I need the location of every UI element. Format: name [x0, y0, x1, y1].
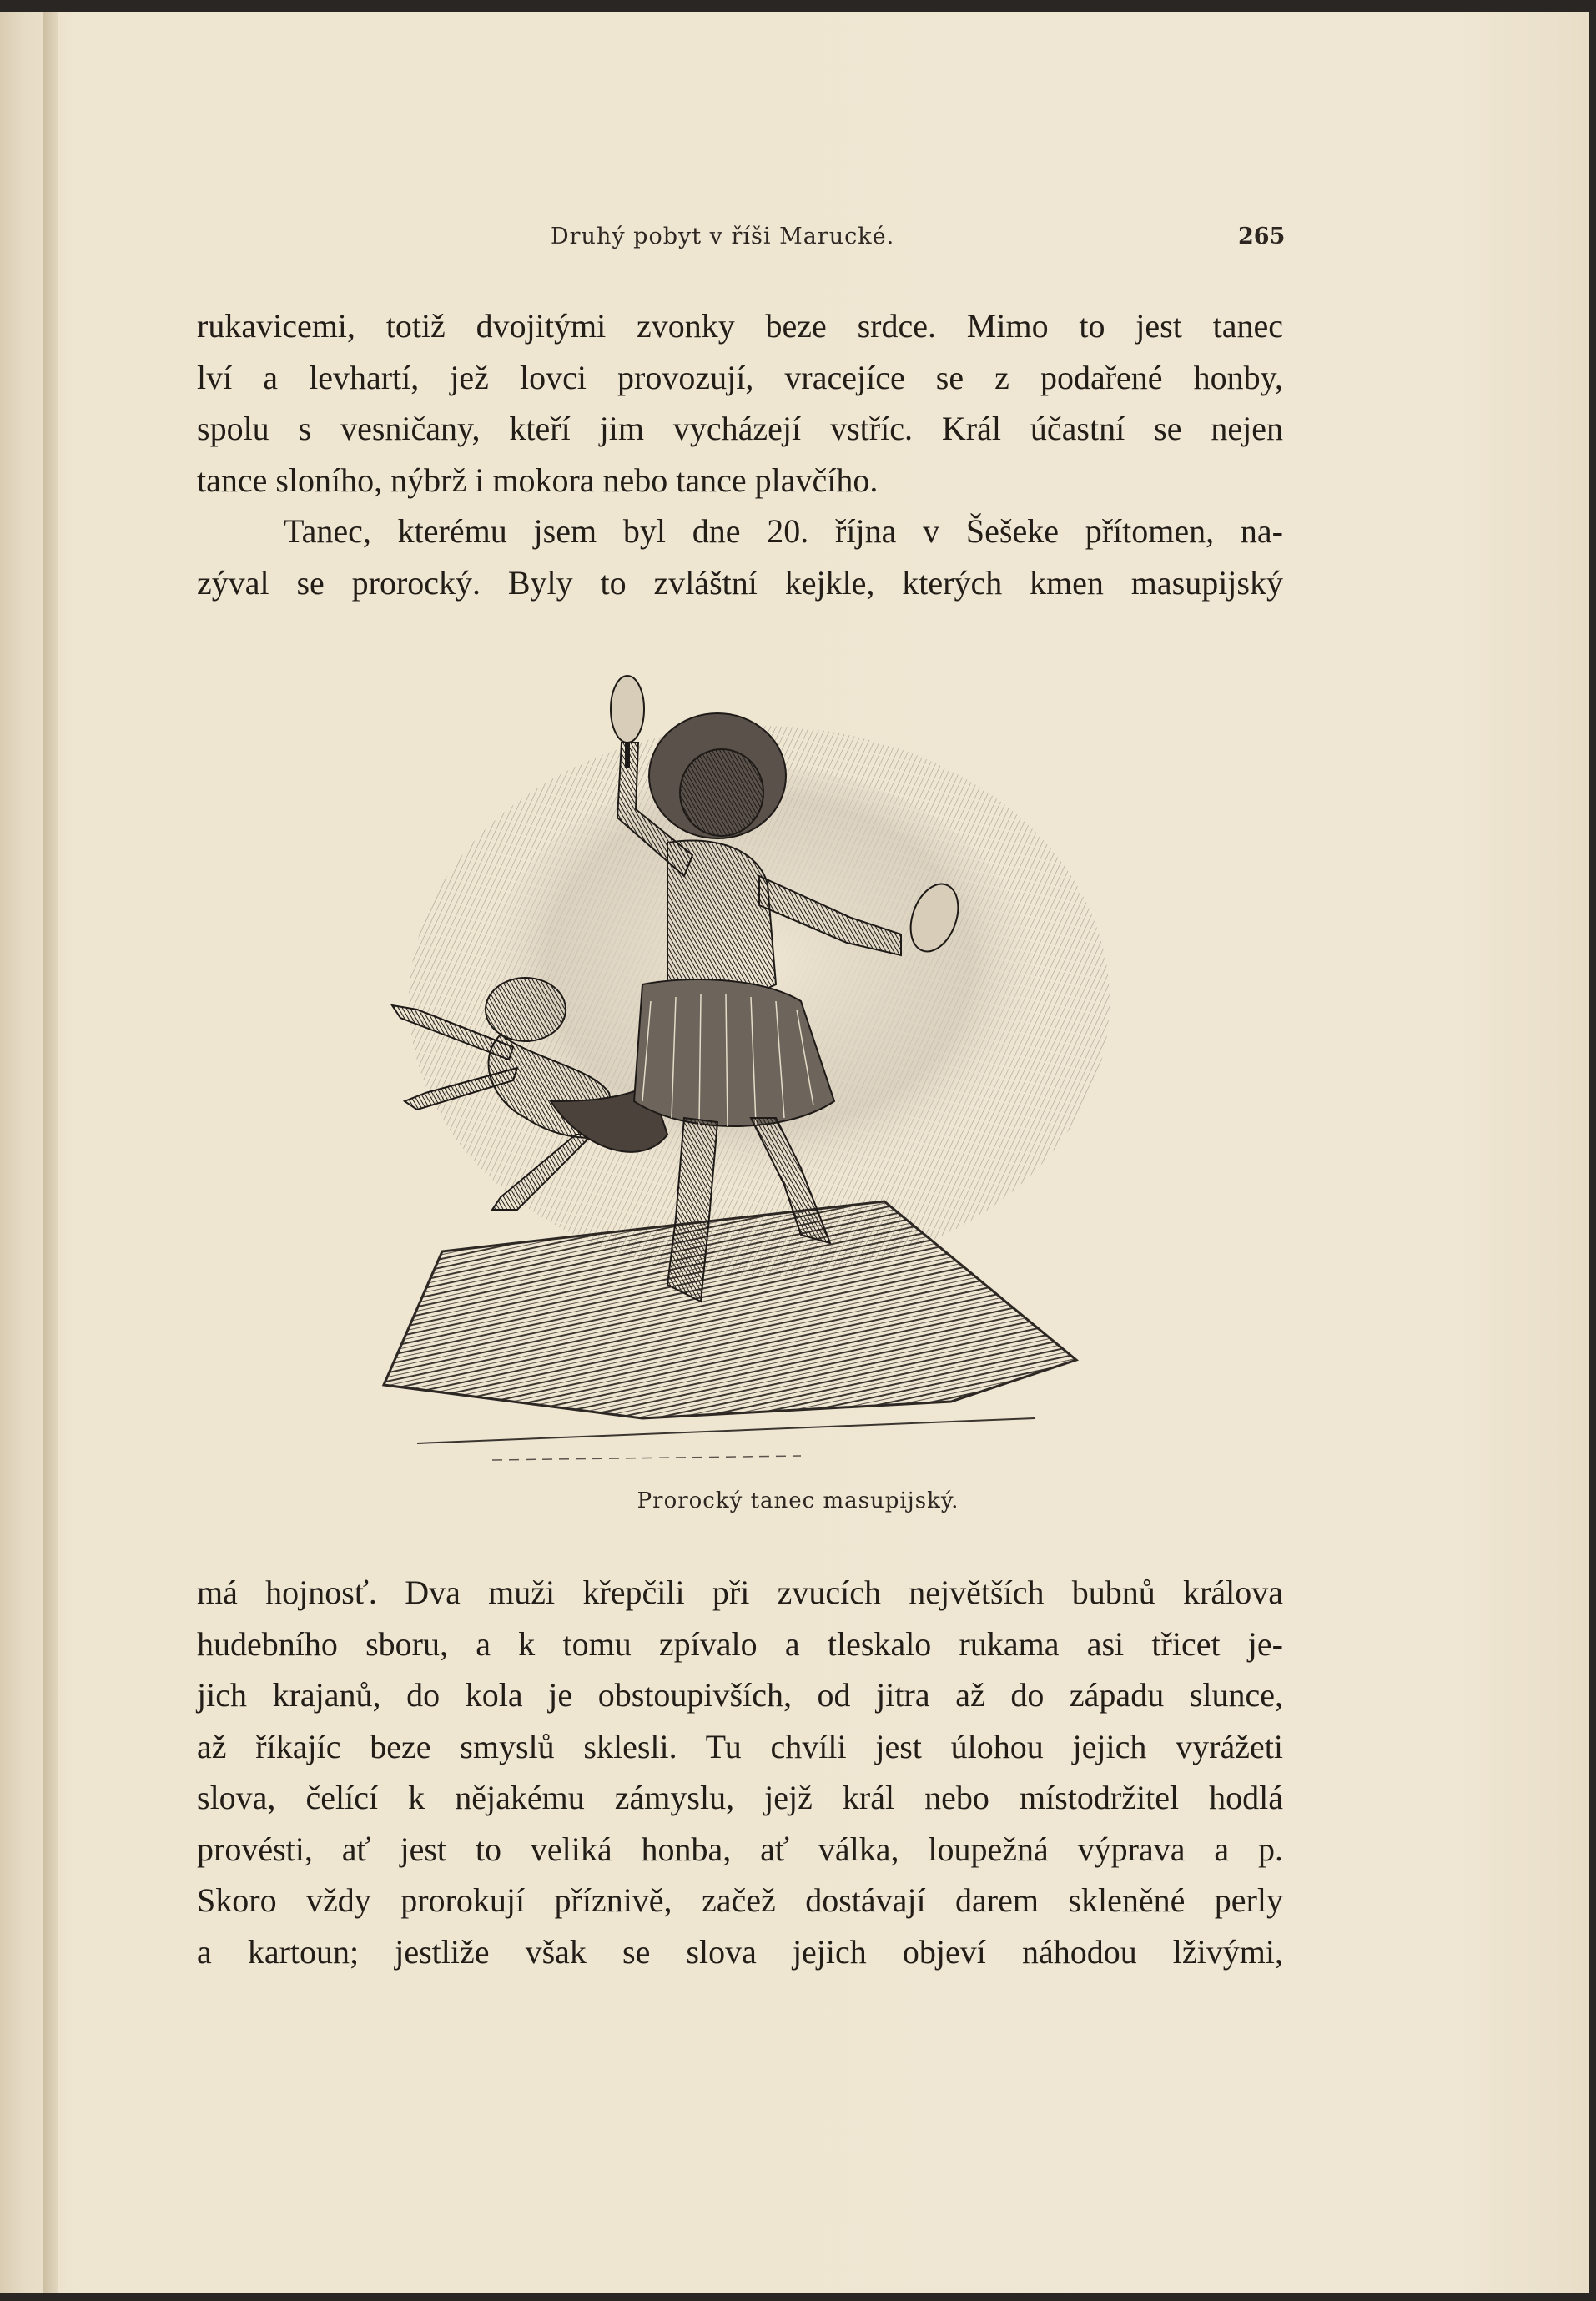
page-gutter: [43, 12, 58, 2293]
text-line: Skoro vždy prorokují příznivě, začež dostávají darem skleněné perly: [197, 1881, 1283, 1919]
body-text-top: [197, 300, 1283, 608]
text-line: spolu s vesničany, kteří jim vycházejí vstříc. Král účastní se nejen: [197, 410, 1283, 447]
text-line: hudebního sboru, a k tomu zpívalo a tleskalo rukama asi třicet je-: [197, 1624, 1283, 1663]
running-head-title: Druhý pobyt v říši Marucké.: [551, 224, 895, 249]
body-text-bottom: [197, 1567, 1283, 1977]
running-head: [0, 224, 1596, 257]
text-line: má hojnosť. Dva muži křepčili při zvucích největších bubnů králova: [197, 1573, 1283, 1611]
page-number: 265: [1238, 224, 1286, 249]
woven-mat: [384, 1201, 1076, 1418]
engraving-illustration: [367, 667, 1118, 1485]
text-line: tance sloního, nýbrž i mokora nebo tance plavčího.: [197, 461, 879, 499]
text-line: zýval se prorocký. Byly to zvláštní kejkle, kterých kmen masupijský: [197, 563, 1283, 602]
text-line: a kartoun; jestliže však se slova jejich objeví náhodou lživými,: [197, 1932, 1283, 1971]
figure-caption: Prorocký tanec masupijský.: [637, 1488, 959, 1513]
text-line: provésti, ať jest to veliká honba, ať válka, loupežná výprava a p.: [197, 1830, 1283, 1868]
text-line: Tanec, kterému jsem byl dne 20. října v Šešeke přítomen, na-: [284, 512, 1283, 550]
text-line: jich krajanů, do kola je obstoupivších, od jitra až do západu slunce,: [197, 1676, 1283, 1714]
text-line: rukavicemi, totiž dvojitými zvonky beze srdce. Mimo to jest tanec: [197, 307, 1283, 345]
text-line: slova, čelící k nějakému zámyslu, jejž král nebo místodržitel hodlá: [197, 1779, 1283, 1816]
text-line: až říkajíc beze smyslů sklesli. Tu chvíli jest úlohou jejich vyrážeti: [197, 1727, 1283, 1765]
text-line: lví a levhartí, jež lovci provozují, vracejíce se z podařené honby,: [197, 358, 1283, 396]
